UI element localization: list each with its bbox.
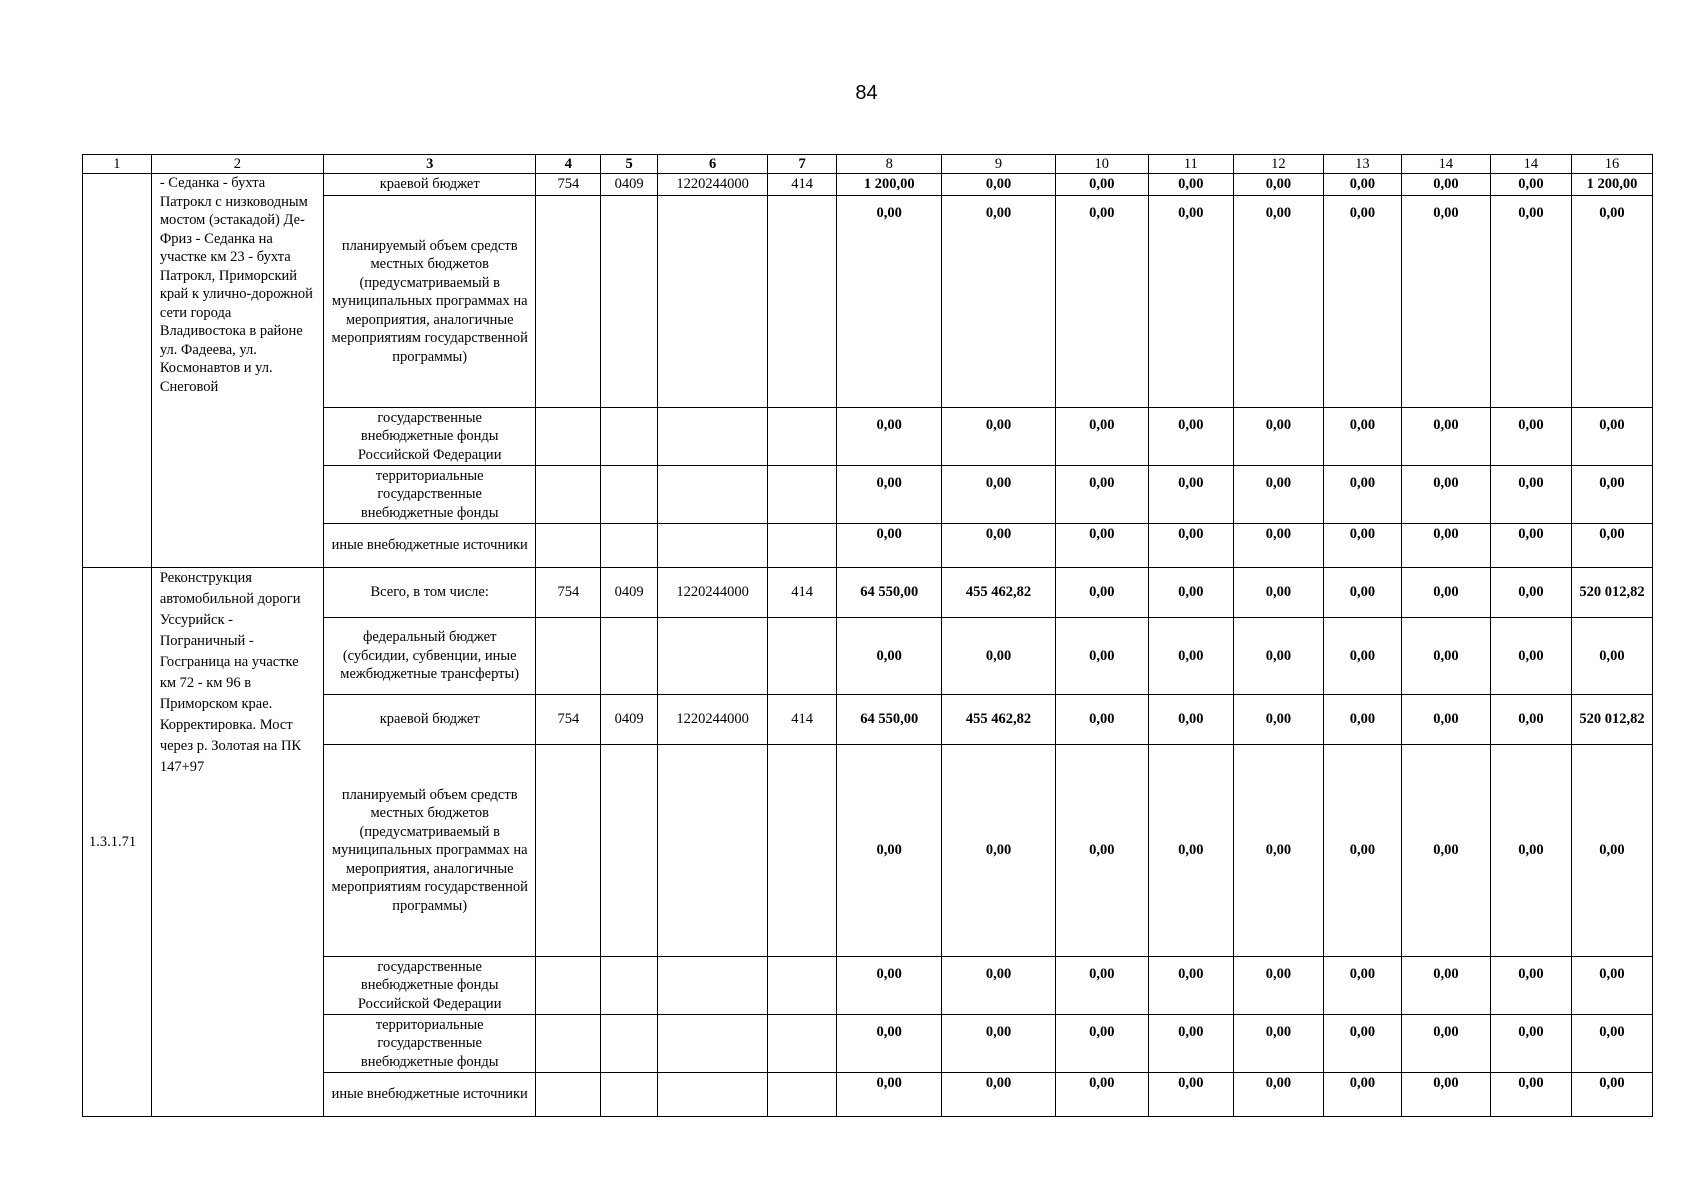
amount-cell: 520 012,82 [1571, 695, 1652, 745]
row-number: 1.3.1.71 [83, 568, 152, 1117]
code-cell [536, 618, 601, 695]
code-cell [536, 466, 601, 524]
amount-cell: 0,00 [1148, 695, 1233, 745]
amount-cell: 0,00 [837, 1073, 942, 1117]
amount-cell: 0,00 [1401, 695, 1490, 745]
amount-cell: 0,00 [1571, 1073, 1652, 1117]
code-cell [768, 745, 837, 957]
amount-cell: 0,00 [1148, 174, 1233, 196]
code-cell [657, 1073, 767, 1117]
code-cell [601, 745, 658, 957]
header-cell: 8 [837, 155, 942, 174]
amount-cell: 0,00 [1323, 568, 1401, 618]
amount-cell: 0,00 [1055, 568, 1148, 618]
amount-cell: 0,00 [1233, 466, 1323, 524]
amount-cell: 0,00 [1401, 568, 1490, 618]
code-cell [768, 196, 837, 408]
amount-cell: 0,00 [1490, 466, 1571, 524]
code-cell [657, 1015, 767, 1073]
amount-cell: 0,00 [1055, 745, 1148, 957]
code-cell [601, 1073, 658, 1117]
amount-cell: 1 200,00 [1571, 174, 1652, 196]
code-cell [657, 466, 767, 524]
amount-cell: 0,00 [1490, 1073, 1571, 1117]
amount-cell: 0,00 [1323, 466, 1401, 524]
code-cell [536, 957, 601, 1015]
funding-source: иные внебюджетные источники [323, 1073, 536, 1117]
amount-cell: 0,00 [1148, 745, 1233, 957]
amount-cell: 0,00 [1055, 524, 1148, 568]
code-cell [768, 1015, 837, 1073]
amount-cell: 0,00 [942, 524, 1055, 568]
amount-cell: 0,00 [837, 745, 942, 957]
header-cell: 12 [1233, 155, 1323, 174]
amount-cell: 0,00 [1401, 174, 1490, 196]
budget-table [82, 154, 1653, 1117]
amount-cell: 0,00 [1490, 408, 1571, 466]
code-cell: 754 [536, 174, 601, 196]
funding-source: федеральный бюджет (субсидии, субвенции, иные межбюджетные трансферты) [323, 618, 536, 695]
amount-cell: 0,00 [1401, 1015, 1490, 1073]
code-cell [536, 1015, 601, 1073]
amount-cell: 0,00 [1055, 1015, 1148, 1073]
amount-cell: 0,00 [1571, 524, 1652, 568]
header-cell: 10 [1055, 155, 1148, 174]
header-cell: 5 [601, 155, 658, 174]
code-cell: 414 [768, 174, 837, 196]
amount-cell: 0,00 [1490, 618, 1571, 695]
amount-cell: 0,00 [1233, 408, 1323, 466]
header-cell: 4 [536, 155, 601, 174]
amount-cell: 0,00 [1055, 466, 1148, 524]
code-cell [536, 745, 601, 957]
project-name: - Седанка - бухта Патрокл с низководным мостом (эстакадой) Де-Фриз - Седанка на участке км 23 - бухта Патрокл, Приморский край к улично-дорожной сети города Владивостока в районе ул. Фадеева, ул. Космонавтов и ул. Снеговой [151, 174, 323, 568]
amount-cell: 0,00 [837, 1015, 942, 1073]
funding-source: территориальные государственные внебюджетные фонды [323, 466, 536, 524]
amount-cell: 0,00 [1571, 196, 1652, 408]
amount-cell: 0,00 [1055, 1073, 1148, 1117]
project-name: Реконструкция автомобильной дороги Уссурийск - Пограничный - Госграница на участке км 72 - км 96 в Приморском крае. Корректировка. Мост через р. Золотая на ПК 147+97 [151, 568, 323, 1117]
amount-cell: 0,00 [1401, 1073, 1490, 1117]
amount-cell: 0,00 [837, 957, 942, 1015]
code-cell [536, 1073, 601, 1117]
amount-cell: 0,00 [942, 1073, 1055, 1117]
funding-source: планируемый объем средств местных бюджетов (предусматриваемый в муниципальных программах на мероприятия, аналогичные мероприятиям государственной программы) [323, 196, 536, 408]
amount-cell: 0,00 [942, 957, 1055, 1015]
amount-cell: 455 462,82 [942, 568, 1055, 618]
amount-cell: 0,00 [1323, 408, 1401, 466]
amount-cell: 0,00 [1490, 524, 1571, 568]
header-row [83, 155, 1653, 174]
amount-cell: 64 550,00 [837, 568, 942, 618]
amount-cell: 0,00 [942, 618, 1055, 695]
code-cell [601, 196, 658, 408]
code-cell [768, 524, 837, 568]
amount-cell: 0,00 [1233, 695, 1323, 745]
amount-cell: 0,00 [1323, 196, 1401, 408]
code-cell [768, 408, 837, 466]
amount-cell: 0,00 [1233, 524, 1323, 568]
header-cell: 16 [1571, 155, 1652, 174]
header-cell: 13 [1323, 155, 1401, 174]
code-cell [657, 524, 767, 568]
amount-cell: 0,00 [1401, 524, 1490, 568]
amount-cell: 0,00 [1323, 1073, 1401, 1117]
amount-cell: 0,00 [1148, 408, 1233, 466]
code-cell [768, 1073, 837, 1117]
amount-cell: 0,00 [1233, 1015, 1323, 1073]
code-cell [657, 408, 767, 466]
amount-cell: 0,00 [1233, 568, 1323, 618]
amount-cell: 0,00 [1571, 1015, 1652, 1073]
code-cell [601, 618, 658, 695]
code-cell [768, 957, 837, 1015]
header-cell: 11 [1148, 155, 1233, 174]
amount-cell: 0,00 [1055, 695, 1148, 745]
code-cell: 414 [768, 695, 837, 745]
code-cell [657, 745, 767, 957]
amount-cell: 0,00 [1233, 618, 1323, 695]
funding-source: Всего, в том числе: [323, 568, 536, 618]
code-cell: 754 [536, 568, 601, 618]
funding-source: иные внебюджетные источники [323, 524, 536, 568]
amount-cell: 0,00 [1401, 408, 1490, 466]
funding-source: государственные внебюджетные фонды Российской Федерации [323, 408, 536, 466]
amount-cell: 0,00 [1323, 745, 1401, 957]
amount-cell: 64 550,00 [837, 695, 942, 745]
code-cell [601, 957, 658, 1015]
amount-cell: 0,00 [837, 466, 942, 524]
amount-cell: 0,00 [1055, 196, 1148, 408]
code-cell: 0409 [601, 568, 658, 618]
budget-table-body [83, 155, 1653, 1117]
amount-cell: 0,00 [1490, 695, 1571, 745]
header-cell: 2 [151, 155, 323, 174]
amount-cell: 0,00 [942, 1015, 1055, 1073]
funding-source: территориальные государственные внебюджетные фонды [323, 1015, 536, 1073]
code-cell: 754 [536, 695, 601, 745]
amount-cell: 0,00 [942, 745, 1055, 957]
code-cell [601, 524, 658, 568]
funding-source: государственные внебюджетные фонды Российской Федерации [323, 957, 536, 1015]
amount-cell: 0,00 [1571, 466, 1652, 524]
code-cell [601, 408, 658, 466]
amount-cell: 0,00 [1323, 1015, 1401, 1073]
code-cell [536, 408, 601, 466]
amount-cell: 0,00 [1148, 618, 1233, 695]
amount-cell: 0,00 [942, 408, 1055, 466]
amount-cell: 0,00 [1233, 174, 1323, 196]
amount-cell: 0,00 [1148, 1073, 1233, 1117]
code-cell [536, 524, 601, 568]
amount-cell: 0,00 [1571, 957, 1652, 1015]
code-cell [657, 957, 767, 1015]
code-cell [657, 618, 767, 695]
amount-cell: 0,00 [837, 524, 942, 568]
amount-cell: 0,00 [1148, 524, 1233, 568]
code-cell: 414 [768, 568, 837, 618]
amount-cell: 0,00 [1233, 745, 1323, 957]
header-cell: 1 [83, 155, 152, 174]
amount-cell: 0,00 [1490, 1015, 1571, 1073]
funding-source: краевой бюджет [323, 695, 536, 745]
amount-cell: 0,00 [1323, 695, 1401, 745]
amount-cell: 0,00 [1148, 196, 1233, 408]
funding-source: краевой бюджет [323, 174, 536, 196]
amount-cell: 0,00 [1490, 174, 1571, 196]
amount-cell: 0,00 [1571, 618, 1652, 695]
code-cell [768, 466, 837, 524]
row-number [83, 174, 152, 568]
amount-cell: 455 462,82 [942, 695, 1055, 745]
table-row [83, 568, 1653, 618]
code-cell [657, 196, 767, 408]
amount-cell: 0,00 [942, 174, 1055, 196]
header-cell: 9 [942, 155, 1055, 174]
amount-cell: 0,00 [1401, 196, 1490, 408]
amount-cell: 0,00 [837, 618, 942, 695]
amount-cell: 0,00 [1490, 196, 1571, 408]
amount-cell: 0,00 [1233, 1073, 1323, 1117]
amount-cell: 0,00 [1055, 618, 1148, 695]
amount-cell: 0,00 [1490, 957, 1571, 1015]
amount-cell: 0,00 [1401, 466, 1490, 524]
amount-cell: 520 012,82 [1571, 568, 1652, 618]
funding-source: планируемый объем средств местных бюджетов (предусматриваемый в муниципальных программах на мероприятия, аналогичные мероприятиям государственной программы) [323, 745, 536, 957]
amount-cell: 0,00 [1055, 408, 1148, 466]
amount-cell: 0,00 [1233, 196, 1323, 408]
amount-cell: 0,00 [1401, 745, 1490, 957]
code-cell: 1220244000 [657, 568, 767, 618]
amount-cell: 0,00 [1323, 524, 1401, 568]
amount-cell: 0,00 [1323, 957, 1401, 1015]
code-cell [601, 466, 658, 524]
code-cell: 0409 [601, 174, 658, 196]
amount-cell: 0,00 [942, 466, 1055, 524]
amount-cell: 0,00 [837, 408, 942, 466]
amount-cell: 0,00 [1490, 568, 1571, 618]
code-cell: 1220244000 [657, 695, 767, 745]
amount-cell: 0,00 [1233, 957, 1323, 1015]
amount-cell: 0,00 [1401, 618, 1490, 695]
code-cell [601, 1015, 658, 1073]
header-cell: 14 [1490, 155, 1571, 174]
amount-cell: 0,00 [942, 196, 1055, 408]
amount-cell: 0,00 [1401, 957, 1490, 1015]
code-cell [536, 196, 601, 408]
amount-cell: 0,00 [1055, 174, 1148, 196]
header-cell: 3 [323, 155, 536, 174]
header-cell: 14 [1401, 155, 1490, 174]
amount-cell: 0,00 [1490, 745, 1571, 957]
code-cell: 1220244000 [657, 174, 767, 196]
amount-cell: 0,00 [1148, 568, 1233, 618]
code-cell [768, 618, 837, 695]
amount-cell: 0,00 [1148, 957, 1233, 1015]
table-row [83, 174, 1653, 196]
header-cell: 6 [657, 155, 767, 174]
amount-cell: 0,00 [1148, 466, 1233, 524]
amount-cell: 0,00 [1323, 174, 1401, 196]
amount-cell: 0,00 [1055, 957, 1148, 1015]
amount-cell: 0,00 [837, 196, 942, 408]
amount-cell: 1 200,00 [837, 174, 942, 196]
header-cell: 7 [768, 155, 837, 174]
page-number: 84 [855, 82, 878, 104]
amount-cell: 0,00 [1571, 408, 1652, 466]
amount-cell: 0,00 [1323, 618, 1401, 695]
code-cell: 0409 [601, 695, 658, 745]
amount-cell: 0,00 [1571, 745, 1652, 957]
amount-cell: 0,00 [1148, 1015, 1233, 1073]
